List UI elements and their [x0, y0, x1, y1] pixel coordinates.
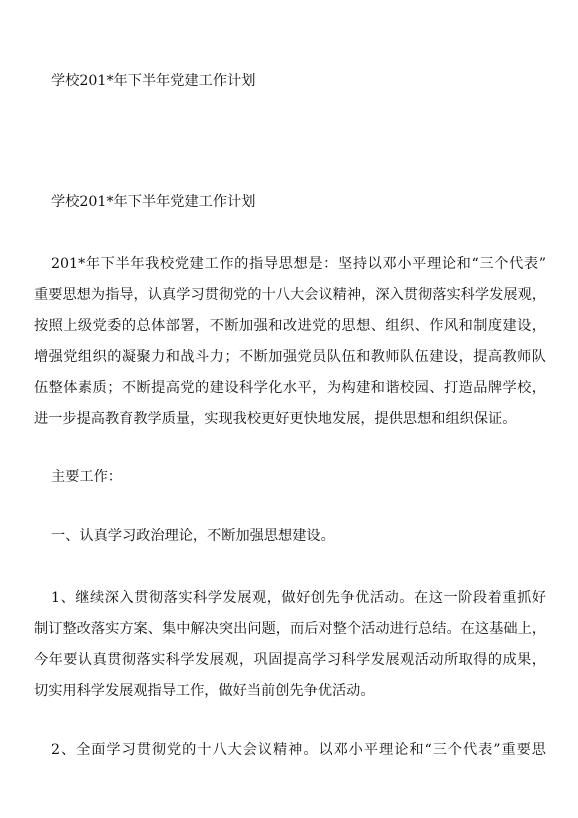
section-heading-main-work: 主要工作： — [51, 469, 122, 485]
paragraph-line: 制订整改落实方案、集中解决突出问题，而后对整个活动进行总结。在这基础上， — [34, 621, 546, 637]
paragraph-line: 进一步提高教育教学质量，实现我校更好更快地发展，提供思想和组织保证。 — [34, 411, 517, 427]
paragraph-line: 增强党组织的凝聚力和战斗力；不断加强党员队伍和教师队伍建设，提高教师队 — [34, 349, 546, 365]
paragraph-line: 按照上级党委的总体部署，不断加强和改进党的思想、组织、作风和制度建设， — [34, 318, 546, 334]
paragraph-line: 201*年下半年我校党建工作的指导思想是：坚持以邓小平理论和“三个代表” — [51, 256, 546, 272]
paragraph-line: 1、继续深入贯彻落实科学发展观，做好创先争优活动。在这一阶段着重抓好 — [51, 590, 546, 606]
header-title: 学校201*年下半年党建工作计划 — [51, 73, 256, 89]
paragraph-line: 切实用科学发展观指导工作，做好当前创先争优活动。 — [34, 683, 375, 699]
paragraph-line: 2、全面学习贯彻党的十八大会议精神。以邓小平理论和“三个代表”重要思 — [51, 742, 546, 758]
document-title: 学校201*年下半年党建工作计划 — [51, 194, 256, 210]
section-heading-1: 一、认真学习政治理论，不断加强思想建设。 — [51, 528, 335, 544]
paragraph-line: 伍整体素质；不断提高党的建设科学化水平，为构建和谐校园、打造品牌学校， — [34, 380, 546, 396]
paragraph-line: 重要思想为指导，认真学习贯彻党的十八大会议精神，深入贯彻落实科学发展观， — [34, 287, 546, 303]
paragraph-line: 今年要认真贯彻落实科学发展观，巩固提高学习科学发展观活动所取得的成果， — [34, 652, 546, 668]
